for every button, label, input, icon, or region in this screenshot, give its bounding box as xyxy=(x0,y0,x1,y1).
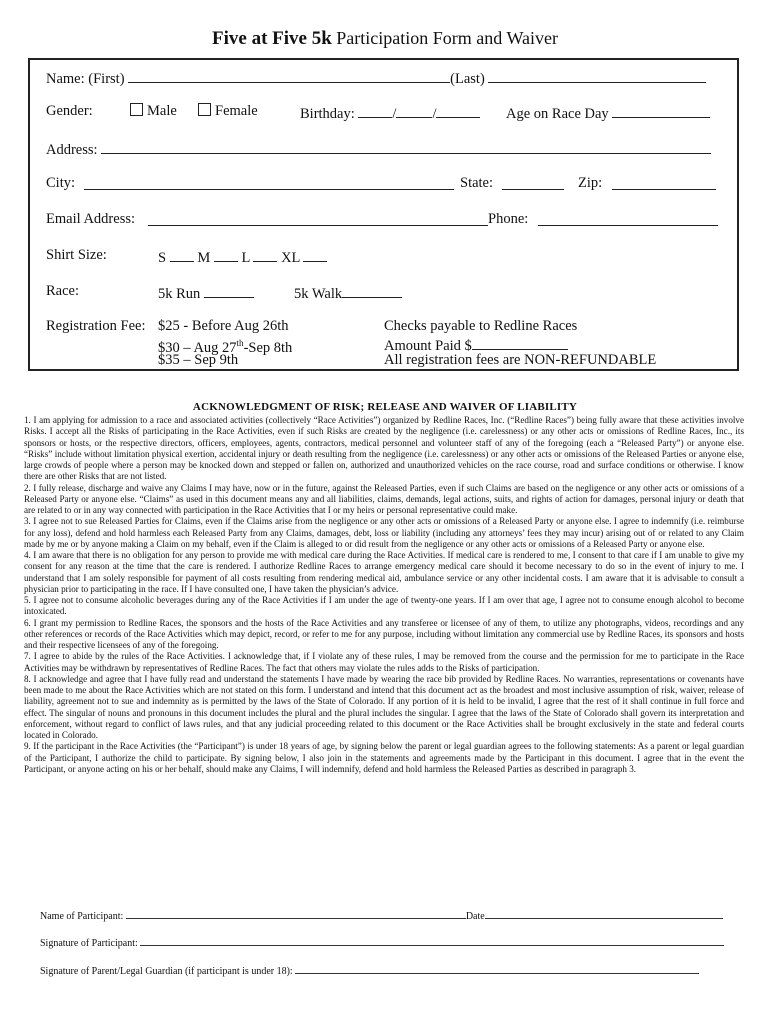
gender-row xyxy=(46,103,726,123)
city-label: City: xyxy=(46,175,76,191)
fee-mid-post: -Sep 8th xyxy=(243,339,293,356)
city-row xyxy=(46,175,726,195)
phone-field[interactable] xyxy=(538,211,718,226)
term-5: 5. I agree not to consume alcoholic beverages during any of the Race Activities if I am under the age of twenty-one years. If I am over that age, I agree not to consume enough alcohol to become intoxicated. xyxy=(24,595,744,617)
address-row xyxy=(46,139,711,159)
term-1: 1. I am applying for admission to a race and associated activities (collectively “Race Activities”) organized by Redline Races, Inc. (“Redline Races”) being fully aware that these activities involve Risks. I accept all the Risks of participating in the Race Activities, even if such Risks are created by the negligence (i.e. carelessness) or any other acts or omissions of Redline Races, Inc., its sponsors or hosts, or the respective directors, officers, employees, agents, contractors, medical personnel and volunteer staff of any of the foregoing (each a “Released Party”) or anyone else. “Risks” include without limitation physical exertion, accidental injury or death resulting from the negligence (i.e. carelessness) or any other acts or omissions of the Released Parties or anyone else, large crowds of people where a person may be knocked down and stepped or fallen on, authorized and unauthorized vehicles on the race course, road and surface conditions or otherwise. I know there are other Risks that are not listed. xyxy=(24,415,744,482)
page-title xyxy=(0,28,770,50)
birthday-month-field[interactable] xyxy=(358,103,392,118)
birthday-day-field[interactable] xyxy=(396,103,432,118)
title-rest: Participation Form and Waiver xyxy=(331,28,558,48)
shirt-size-label: Shirt Size: xyxy=(46,247,107,263)
term-9: 9. If the participant in the Race Activities (the “Participant”) is under 18 years of age, by signing below the parent or legal guardian agrees to the following statements: As a parent or legal guardian of the Participant, I authorize the child to participate. By signing below, I also join in the statements and agreements made by the Participant in this document. I agree that in the event the Participant, or anyone acting on his or her behalf, should make any Claims, I will indemnify, defend and hold harmless the Released Parties as described in paragraph 3. xyxy=(24,741,744,774)
address-field[interactable] xyxy=(101,139,711,154)
address-label: Address: xyxy=(46,142,98,158)
male-option[interactable] xyxy=(130,103,177,120)
term-2: 2. I fully release, discharge and waive any Claims I may have, now or in the future, against the Released Parties, even if such Claims are based on the negligence or any other acts or omissions of a Released Party or anyone else. “Claims” as used in this document means any and all liabilities, claims, demands, legal actions, suits, and rights of action for damages, personal injury or death that are related to or in any way connected with participation in the Race Activities that I or my heirs or personal representative could make. xyxy=(24,482,744,515)
participant-name-label: Name of Participant: xyxy=(40,911,124,922)
shirt-xl-field[interactable] xyxy=(303,247,327,262)
term-3: 3. I agree not to sue Released Parties for Claims, even if the Claims arise from the negligence or any other acts or omissions of a Released Party or anyone else. I agree to indemnify (i.e. reimburse for any loss), defend and hold harmless each Released Party from any Claims, damages, debt, loss or liability (including any attorneys’ fees they may incur) arising out of or related to any Claim made by me or by anyone making a Claim on my behalf, even if the Claim is alleged to or did result from the negligence or any other acts or omissions of a Released Party or anyone else. xyxy=(24,516,744,549)
checks-payable: Checks payable to Redline Races xyxy=(384,318,578,334)
email-field[interactable] xyxy=(148,211,488,226)
first-name-field[interactable] xyxy=(128,68,450,83)
shirt-m-label: M xyxy=(197,250,211,266)
nonrefundable-note: All registration fees are NON-REFUNDABLE xyxy=(384,352,657,368)
zip-label: Zip: xyxy=(578,175,603,191)
registration-box xyxy=(28,58,739,371)
race-run-group xyxy=(158,283,254,303)
shirt-l-field[interactable] xyxy=(253,247,277,262)
age-group xyxy=(506,103,710,123)
name-row xyxy=(46,68,706,88)
male-checkbox[interactable] xyxy=(130,103,143,116)
shirt-row xyxy=(46,247,726,267)
fee-before: $25 - Before Aug 26th xyxy=(158,318,289,334)
email-row xyxy=(46,211,726,231)
guardian-signature-row xyxy=(40,964,699,977)
state-label: State: xyxy=(460,175,494,191)
birthday-year-field[interactable] xyxy=(436,103,480,118)
race-walk-field[interactable] xyxy=(342,283,402,298)
female-option[interactable] xyxy=(198,103,258,120)
term-7: 7. I agree to abide by the rules of the Race Activities. I acknowledge that, if I violate any of these rules, I may be removed from the course and the permission for me to participate in the Race Activities may be withdrawn by representatives of Redline Races. The fact that others may violate the rules adds to the Risks of participation. xyxy=(24,651,744,673)
race-label: Race: xyxy=(46,283,80,299)
phone-label: Phone: xyxy=(488,211,529,227)
shirt-m-field[interactable] xyxy=(214,247,238,262)
participant-name-field[interactable] xyxy=(126,909,466,919)
participant-name-row xyxy=(40,909,723,922)
participant-signature-row xyxy=(40,936,724,949)
participant-signature-field[interactable] xyxy=(140,936,724,946)
shirt-l-label: L xyxy=(241,250,250,266)
male-label: Male xyxy=(147,103,177,119)
shirt-options xyxy=(158,247,327,267)
first-name-label: Name: (First) xyxy=(46,71,125,87)
birthday-label: Birthday: xyxy=(300,106,355,122)
race-walk-group xyxy=(294,283,402,303)
last-name-label: (Last) xyxy=(450,71,485,87)
amount-paid-field[interactable] xyxy=(472,335,568,350)
title-bold: Five at Five 5k xyxy=(212,28,332,49)
female-label: Female xyxy=(215,103,258,119)
fee-mid-pre: $30 – Aug 27 xyxy=(158,339,237,356)
waiver-terms xyxy=(24,415,744,775)
guardian-signature-field[interactable] xyxy=(295,964,699,974)
shirt-s-field[interactable] xyxy=(170,247,194,262)
fee-late: $35 – Sep 9th xyxy=(158,352,239,368)
email-label: Email Address: xyxy=(46,211,136,227)
race-row xyxy=(46,283,726,303)
term-4: 4. I am aware that there is no obligation for any person to provide me with medical care during the Race Activities. If medical care is rendered to me, I consent to that care if I am unable to give my consent for any reason at the time that the care is rendered. I authorize Redline Races to arrange emergency medical care should it become necessary to do so in the event of injury to me. I understand that I am solely responsible for payment of all costs resulting from rendering medical aid, ambulance service or any other incidental costs. I am aware that it is advisable to consult a physician prior to participating in the race. If I have consulted one, I have taken the physician’s advice. xyxy=(24,550,744,594)
fee-mid-sup: th xyxy=(236,338,244,348)
term-8: 8. I acknowledge and agree that I have fully read and understand the statements I have made by wearing the race bib provided by Redline Races. No warranties, representations or covenants have been made to me about the Race Activities which are not stated on this form. I understand and intend that this document act as the broadest and most inclusive assumption of risk, waiver, release of liability, agreement not to sue and indemnity as is permitted by the laws of the State of Colorado. If any portion of it is held to be invalid, I agree that the rest of it shall continue in full force and effect. The singular of nouns and pronouns in this document includes the plural and the plural includes the singular. I agree that the laws of the State of Colorado shall govern its interpretation and enforcement, without regard to conflict of laws rules, and that any judicial proceeding related to this document or the Race Activities shall be brought exclusively in the state and federal courts located in Colorado. xyxy=(24,673,744,740)
shirt-s-label: S xyxy=(158,250,167,266)
birthday-sep-2: / xyxy=(432,106,437,122)
guardian-signature-label: Signature of Parent/Legal Guardian (if participant is under 18): xyxy=(40,966,293,977)
date-field[interactable] xyxy=(485,909,723,919)
state-field[interactable] xyxy=(502,175,564,190)
gender-label: Gender: xyxy=(46,103,93,119)
date-label: Date xyxy=(465,911,485,922)
race-walk-label: 5k Walk xyxy=(294,286,343,302)
birthday-sep-1: / xyxy=(392,106,397,122)
last-name-field[interactable] xyxy=(488,68,706,83)
term-6: 6. I grant my permission to Redline Races, the sponsors and the hosts of the Race Activities and any transferee or licensee of any of them, to utilize any photographs, videos, recordings and any other references or records of the Race Activities which may depict, record, or refer to me for any purpose, including without limitation any commercial use by Redline Races, its sponsors and hosts and their respective licensees of any of the foregoing. xyxy=(24,617,744,650)
shirt-xl-label: XL xyxy=(281,250,300,266)
zip-field[interactable] xyxy=(612,175,716,190)
birthday-group xyxy=(300,103,480,123)
city-field[interactable] xyxy=(84,175,454,190)
female-checkbox[interactable] xyxy=(198,103,211,116)
acknowledgment-title: ACKNOWLEDGMENT OF RISK; RELEASE AND WAIVER OF LIABILITY xyxy=(192,401,578,413)
participant-signature-label: Signature of Participant: xyxy=(40,938,138,949)
race-run-label: 5k Run xyxy=(158,286,201,302)
fee-block xyxy=(46,318,726,372)
race-run-field[interactable] xyxy=(204,283,254,298)
age-field[interactable] xyxy=(612,103,710,118)
amount-paid-label: Amount Paid $ xyxy=(384,338,472,354)
age-label: Age on Race Day xyxy=(506,106,609,122)
fee-label: Registration Fee: xyxy=(46,318,146,334)
